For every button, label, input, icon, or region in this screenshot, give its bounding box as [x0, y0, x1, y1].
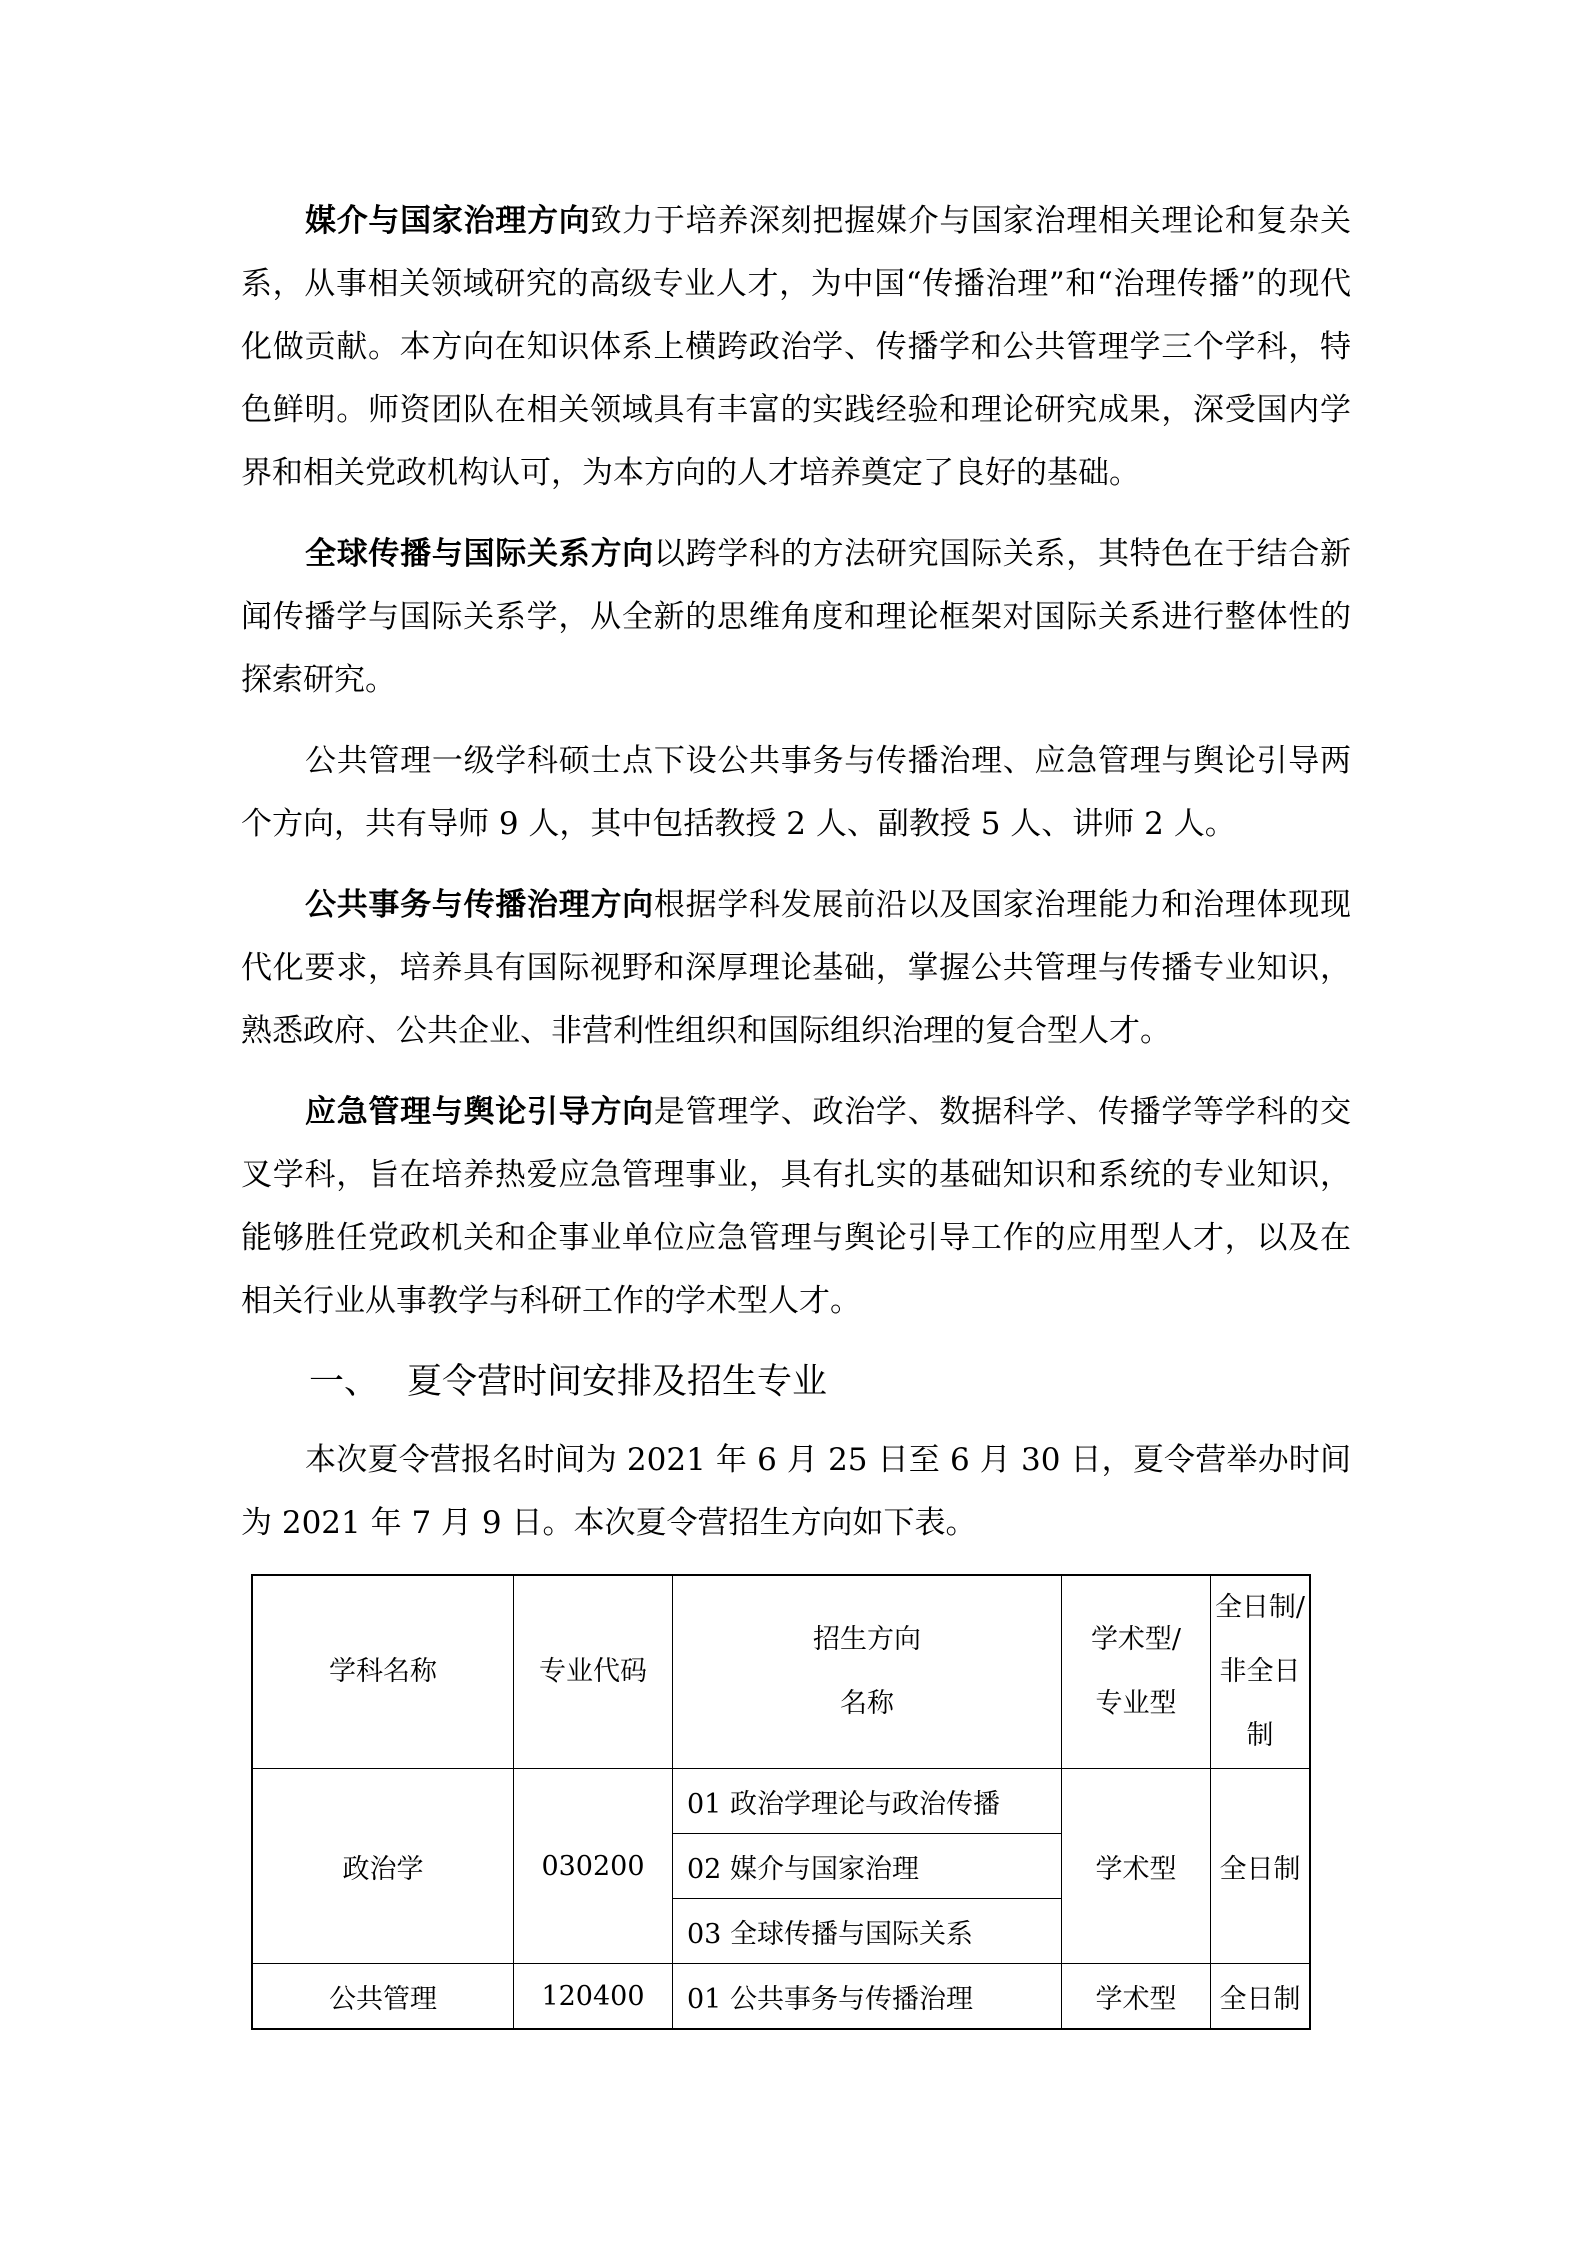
paragraph-lead: 公共事务与传播治理方向	[305, 887, 654, 923]
header-code: 专业代码	[514, 1575, 673, 1769]
cell-direction: 01 政治学理论与政治传播	[673, 1769, 1062, 1834]
cell-code: 120400	[514, 1964, 673, 2030]
table-row	[252, 1769, 1310, 1834]
paragraph-text: 是管理学、政治学、数据科学、传播学等学科的交叉学科，旨在培养热爱应急管理事业，具有扎实的基础知识和系统的专业知识，能够胜任党政机关和企事业单位应急管理与舆论引导工作的应用型人才，以及在相关行业从事教学与科研工作的学术型人才。	[241, 1094, 1351, 1319]
cell-mode: 全日制	[1211, 1964, 1311, 2030]
paragraph-intro	[241, 1429, 1351, 1555]
document-body	[241, 190, 1351, 1573]
section-heading	[241, 1357, 1351, 1407]
paragraph-lead: 媒介与国家治理方向	[305, 203, 591, 239]
header-mode: 全日制/ 非全日 制	[1211, 1575, 1311, 1769]
enrollment-table-wrapper	[251, 1574, 1311, 2030]
paragraph-text: 本次夏令营报名时间为 2021 年 6 月 25 日至 6 月 30 日，夏令营举办时间为 2021 年 7 月 9 日。本次夏令营招生方向如下表。	[241, 1442, 1351, 1541]
paragraph-media-governance	[241, 190, 1351, 505]
paragraph-global-communication	[241, 523, 1351, 712]
section-number: 一、	[309, 1362, 380, 1402]
paragraph-lead: 应急管理与舆论引导方向	[305, 1094, 654, 1130]
paragraph-text: 以跨学科的方法研究国际关系，其特色在于结合新闻传播学与国际关系学，从全新的思维角度和理论框架对国际关系进行整体性的探索研究。	[241, 536, 1351, 698]
paragraph-public-management	[241, 730, 1351, 856]
section-title: 夏令营时间安排及招生专业	[407, 1362, 828, 1402]
table-header-row	[252, 1575, 1310, 1769]
cell-direction: 02 媒介与国家治理	[673, 1834, 1062, 1899]
paragraph-public-affairs	[241, 874, 1351, 1063]
paragraph-text: 根据学科发展前沿以及国家治理能力和治理体现现代化要求，培养具有国际视野和深厚理论基础，掌握公共管理与传播专业知识，熟悉政府、公共企业、非营利性组织和国际组织治理的复合型人才。	[241, 887, 1351, 1049]
cell-type: 学术型	[1062, 1964, 1211, 2030]
cell-code: 030200	[514, 1769, 673, 1964]
cell-direction: 01 公共事务与传播治理	[673, 1964, 1062, 2030]
paragraph-lead: 全球传播与国际关系方向	[305, 536, 654, 572]
paragraph-text: 公共管理一级学科硕士点下设公共事务与传播治理、应急管理与舆论引导两个方向，共有导师 9 人，其中包括教授 2 人、副教授 5 人、讲师 2 人。	[241, 743, 1351, 842]
cell-discipline: 政治学	[252, 1769, 514, 1964]
cell-type: 学术型	[1062, 1769, 1211, 1964]
enrollment-table	[251, 1574, 1311, 2030]
header-type: 学术型/ 专业型	[1062, 1575, 1211, 1769]
header-direction: 招生方向 名称	[673, 1575, 1062, 1769]
cell-mode: 全日制	[1211, 1769, 1311, 1964]
paragraph-emergency-management	[241, 1081, 1351, 1333]
table-row	[252, 1964, 1310, 2030]
cell-direction: 03 全球传播与国际关系	[673, 1899, 1062, 1964]
paragraph-text: 致力于培养深刻把握媒介与国家治理相关理论和复杂关系，从事相关领域研究的高级专业人才，为中国“传播治理”和“治理传播”的现代化做贡献。本方向在知识体系上横跨政治学、传播学和公共管理学三个学科，特色鲜明。师资团队在相关领域具有丰富的实践经验和理论研究成果，深受国内学界和相关党政机构认可，为本方向的人才培养奠定了良好的基础。	[241, 203, 1351, 491]
cell-discipline: 公共管理	[252, 1964, 514, 2030]
header-discipline: 学科名称	[252, 1575, 514, 1769]
